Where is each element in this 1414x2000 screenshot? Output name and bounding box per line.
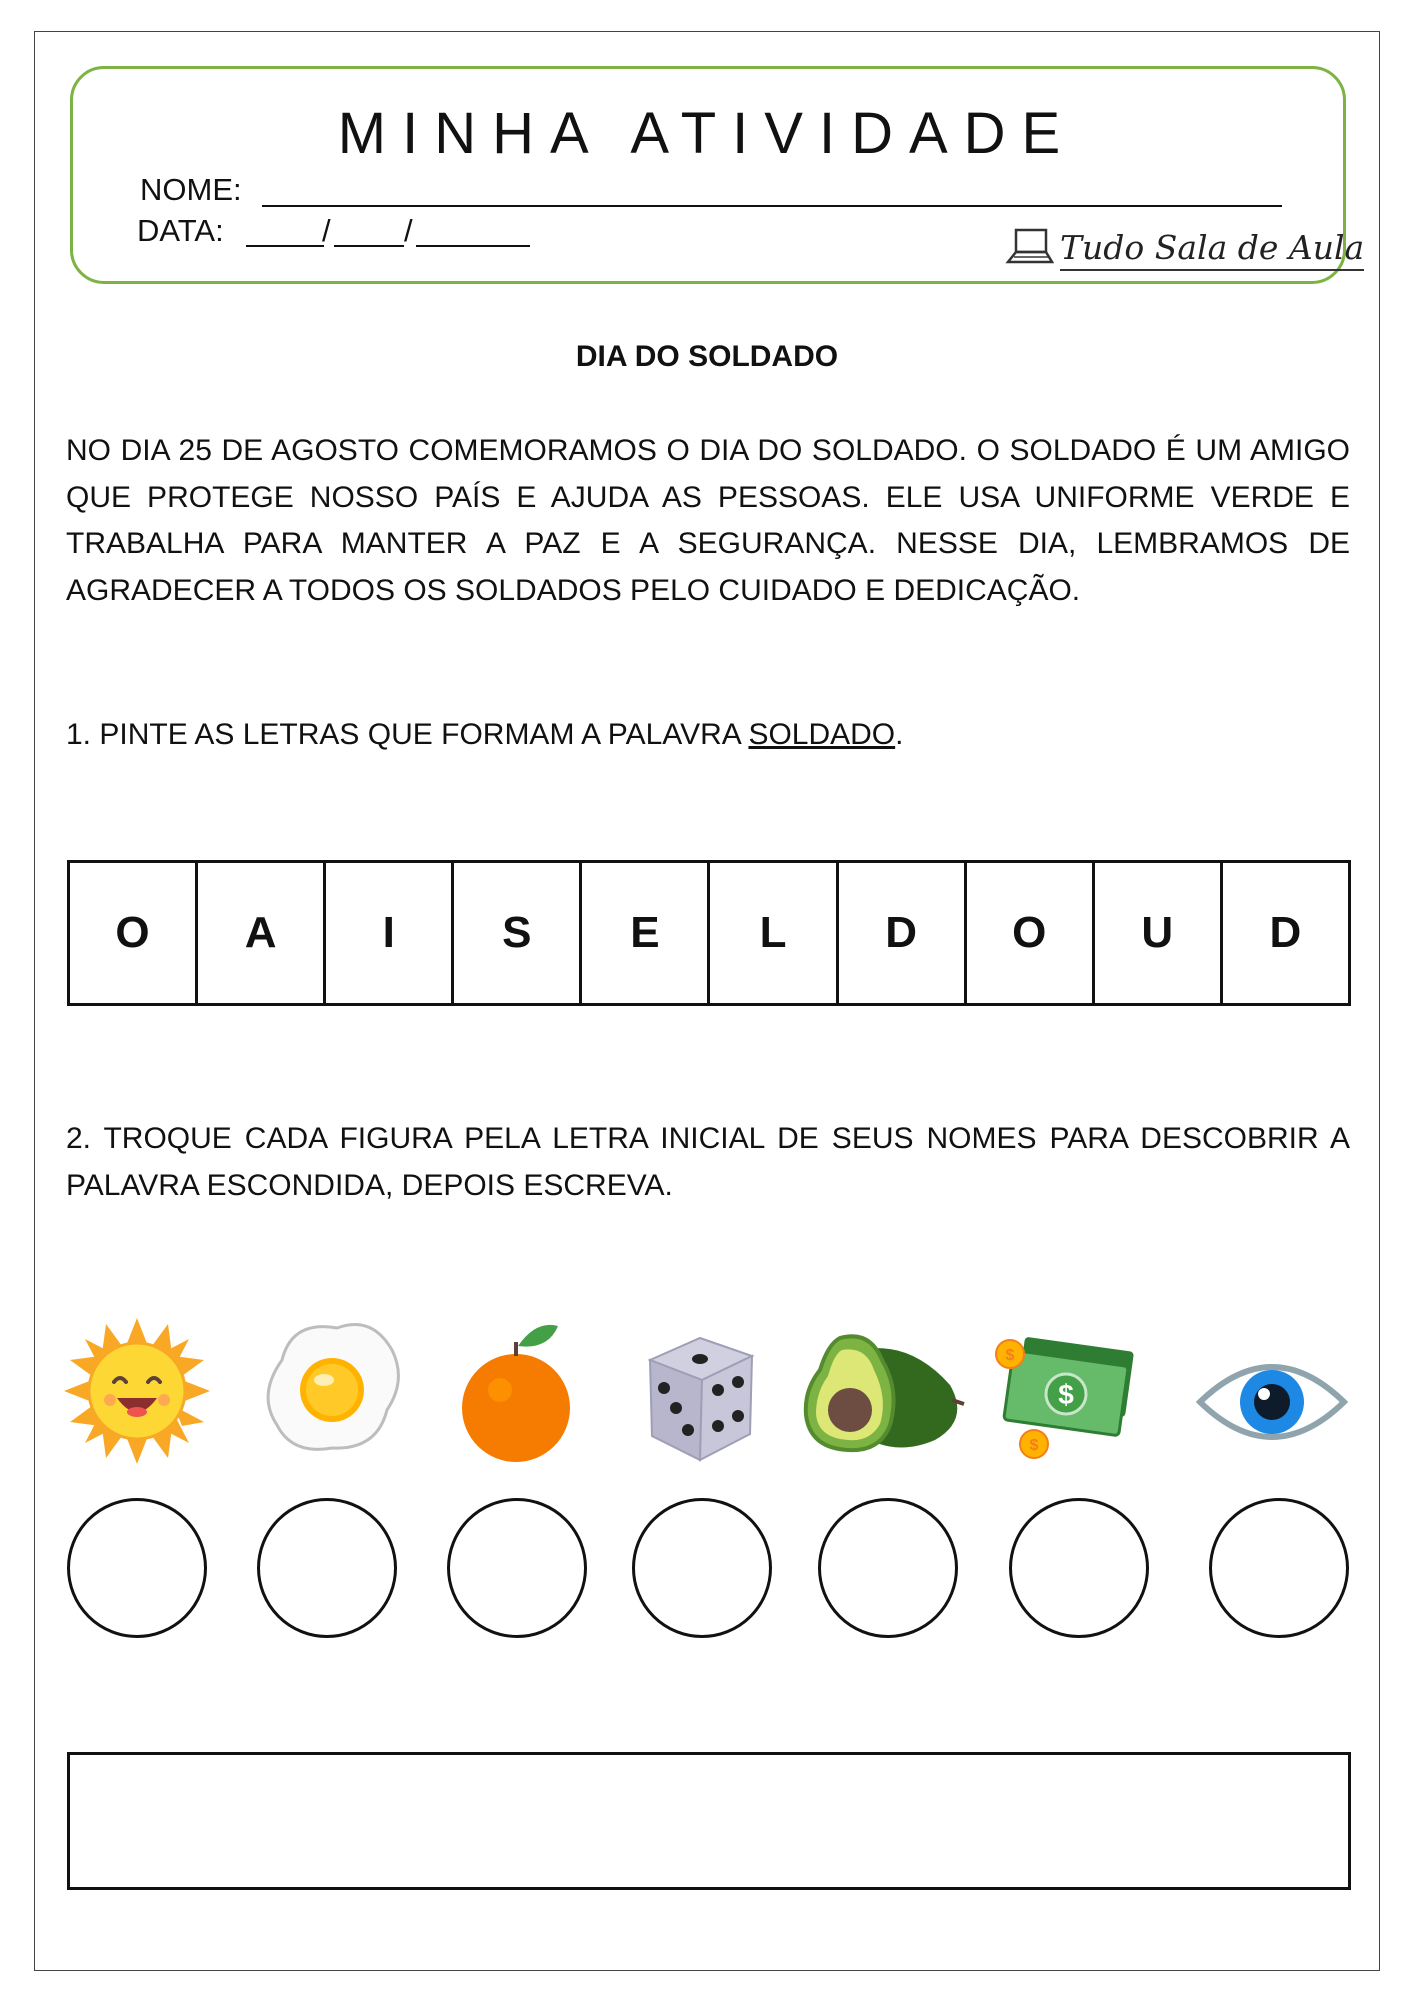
letter-cell[interactable]: U [1095, 863, 1223, 1003]
svg-text:$: $ [1058, 1379, 1074, 1410]
letter-grid [67, 860, 1351, 1006]
dice-icon [640, 1330, 760, 1470]
avocado-icon [800, 1330, 970, 1460]
brand-logo [1004, 226, 1364, 271]
answer-circle[interactable] [632, 1498, 772, 1638]
question-1 [66, 718, 904, 752]
letter-cell[interactable]: L [710, 863, 838, 1003]
date-month-line[interactable] [334, 245, 404, 247]
question-1-prefix: 1. PINTE AS LETRAS QUE FORMAM A PALAVRA [66, 718, 749, 751]
date-day-line[interactable] [246, 245, 324, 247]
section-title: DIA DO SOLDADO [575, 340, 839, 373]
letter-cell[interactable]: D [1269, 908, 1302, 957]
orange-icon [456, 1316, 576, 1469]
laptop-icon [1004, 226, 1054, 271]
question-2: 2. TROQUE CADA FIGURA PELA LETRA INICIAL DE SEUS NOMES PARA DESCOBRIR A PALAVRA ESCONDIDA, DEPOIS ESCREVA. [66, 1122, 1350, 1202]
answer-circle[interactable] [257, 1498, 397, 1638]
letter-cell[interactable]: D [839, 863, 967, 1003]
question-1-word: SOLDADO [748, 718, 896, 751]
svg-text:$: $ [1029, 1437, 1039, 1454]
fried-egg-icon [252, 1310, 407, 1465]
question-1-suffix: . [895, 718, 904, 751]
sun-icon [62, 1316, 212, 1471]
money-icon [990, 1330, 1140, 1470]
svg-text:$: $ [1005, 1347, 1015, 1364]
letter-cell[interactable]: A [198, 863, 326, 1003]
answer-circle[interactable] [1209, 1498, 1349, 1638]
answer-circle[interactable] [447, 1498, 587, 1638]
worksheet-title: MINHA ATIVIDADE [337, 101, 1077, 166]
brand-text: Tudo Sala de Aula [1060, 228, 1364, 271]
letter-cell[interactable]: O [70, 863, 198, 1003]
name-label: NOME: [140, 172, 242, 207]
date-slash: / [404, 213, 413, 248]
answer-write-box[interactable] [67, 1752, 1351, 1890]
date-year-line[interactable] [416, 245, 530, 247]
answer-circle[interactable] [1009, 1498, 1149, 1638]
date-slash: / [322, 213, 331, 248]
letter-cell[interactable]: O [967, 863, 1095, 1003]
letter-cell[interactable]: S [454, 863, 582, 1003]
intro-paragraph: NO DIA 25 DE AGOSTO COMEMORAMOS O DIA DO SOLDADO. O SOLDADO É UM AMIGO QUE PROTEGE NOSSO PAÍS E AJUDA AS PESSOAS. ELE USA UNIFORME VERDE E TRABALHA PARA MANTER A PAZ E A SEGURANÇA. NESSE DIA, LEMBRAMOS DE AGRADECER A TODOS OS SOLDADOS PELO CUIDADO E DEDICAÇÃO. [66, 434, 1350, 607]
answer-circle[interactable] [67, 1498, 207, 1638]
name-input-line[interactable] [262, 205, 1282, 207]
answer-circle[interactable] [818, 1498, 958, 1638]
eye-icon [1196, 1352, 1348, 1457]
letter-cell[interactable]: I [326, 863, 454, 1003]
letter-cell[interactable]: E [582, 863, 710, 1003]
date-label: DATA: [137, 213, 224, 248]
